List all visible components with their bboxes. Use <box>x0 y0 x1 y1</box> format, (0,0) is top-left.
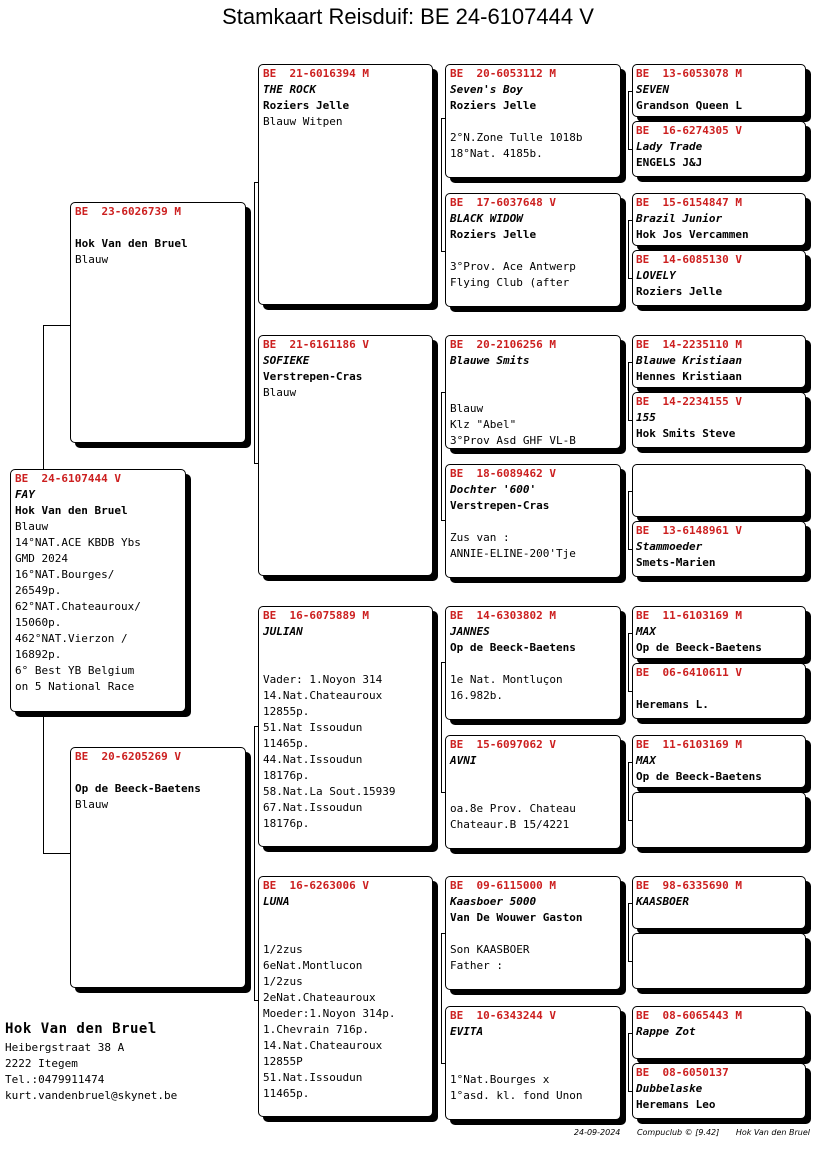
owner-name: ENGELS J&J <box>636 156 703 169</box>
connector-line <box>43 853 70 854</box>
owner-name <box>636 826 801 842</box>
note-line: 18176p. <box>263 769 310 782</box>
ring-number: BE 16-6075889 M <box>263 609 369 622</box>
connector-line <box>628 762 629 820</box>
card-great-great-grandparent[interactable] <box>632 392 806 448</box>
card-great-great-grandparent[interactable] <box>632 464 806 517</box>
card-great-grandparent[interactable] <box>445 735 621 849</box>
pigeon-name: FAY <box>15 488 35 501</box>
note-line: 14°NAT.ACE KBDB Ybs <box>15 536 141 549</box>
card-grandparent[interactable] <box>258 335 433 576</box>
ring-number: BE 09-6115000 M <box>450 879 556 892</box>
ring-number: BE 21-6016394 M <box>263 67 369 80</box>
ring-number: BE 10-6343244 V <box>450 1009 556 1022</box>
owner-name: Op de Beeck-Baetens <box>75 782 201 795</box>
note-line: Blauw <box>263 386 297 399</box>
note-line: Blauw <box>15 520 49 533</box>
note-line: 67.Nat.Issoudun <box>263 801 363 814</box>
pigeon-name: Seven's Boy <box>450 83 523 96</box>
ring-number <box>636 466 801 482</box>
note-line: Blauw <box>450 402 484 415</box>
note-line: 15060p. <box>15 616 62 629</box>
pigeon-name <box>75 220 241 236</box>
breeder-email: kurt.vandenbruel@skynet.be <box>5 1089 178 1102</box>
ring-number: BE 23-6026739 M <box>75 205 181 218</box>
pigeon-name: SOFIEKE <box>263 354 310 367</box>
card-mother[interactable] <box>70 747 246 988</box>
ring-number: BE 20-6205269 V <box>75 750 181 763</box>
ring-number: BE 98-6335690 M <box>636 879 742 892</box>
connector-line <box>628 91 629 149</box>
ring-number: BE 06-6410611 V <box>636 666 742 679</box>
note-line: 14.Nat.Chateauroux <box>263 1039 383 1052</box>
footer-date: 24-09-2024 <box>573 1128 621 1137</box>
note-line: 1/2zus <box>263 975 303 988</box>
pigeon-name: Brazil Junior <box>636 212 723 225</box>
ring-number: BE 20-6053112 M <box>450 67 556 80</box>
card-great-great-grandparent[interactable] <box>632 606 806 659</box>
pigeon-name: EVITA <box>450 1025 484 1038</box>
note-line: 44.Nat.Issoudun <box>263 753 363 766</box>
owner-name: Roziers Jelle <box>636 285 723 298</box>
pigeon-name: KAASBOER <box>636 895 689 908</box>
owner-name: Op de Beeck-Baetens <box>450 641 576 654</box>
pigeon-name: AVNI <box>450 754 477 767</box>
note-line: Chateaur.B 15/4221 <box>450 818 570 831</box>
card-great-great-grandparent[interactable] <box>632 250 806 306</box>
card-great-great-grandparent[interactable] <box>632 933 806 989</box>
connector-line <box>43 325 44 469</box>
ring-number: BE 16-6274305 V <box>636 124 742 137</box>
ring-number: BE 11-6103169 M <box>636 738 742 751</box>
breeder-name: Hok Van den Bruel <box>5 1021 157 1037</box>
note-line: Blauw <box>75 253 109 266</box>
ring-number: BE 18-6089462 V <box>450 467 556 480</box>
ring-number: BE 17-6037648 V <box>450 196 556 209</box>
note-line: Blauw <box>75 798 109 811</box>
note-line: 1°asd. kl. fond Unon <box>450 1089 583 1102</box>
note-line: 12855P <box>263 1055 303 1068</box>
pigeon-name: MAX <box>636 625 656 638</box>
note-line: 1/2zus <box>263 943 303 956</box>
pigeon-name: 155 <box>636 411 656 424</box>
owner-name: Smets-Marien <box>636 556 716 569</box>
pigeon-name: Dochter '600' <box>450 483 537 496</box>
pigeon-name <box>636 810 801 826</box>
owner-name: Roziers Jelle <box>263 99 350 112</box>
note-line: 6° Best YB Belgium <box>15 664 135 677</box>
note-line: 14.Nat.Chateauroux <box>263 689 383 702</box>
note-line: on 5 National Race <box>15 680 135 693</box>
card-great-great-grandparent[interactable] <box>632 792 806 848</box>
breeder-city: 2222 Itegem <box>5 1057 78 1070</box>
card-great-grandparent[interactable] <box>445 464 621 578</box>
card-great-grandparent[interactable] <box>445 64 621 178</box>
connector-line <box>628 903 629 961</box>
owner-name: Hok Jos Vercammen <box>636 228 749 241</box>
ring-number: BE 16-6263006 V <box>263 879 369 892</box>
note-line: 3°Prov. Ace Antwerp <box>450 260 576 273</box>
pigeon-name: Dubbelaske <box>636 1082 703 1095</box>
note-line: 2eNat.Chateauroux <box>263 991 376 1004</box>
owner-name: Hok Van den Bruel <box>15 504 128 517</box>
card-great-great-grandparent[interactable] <box>632 335 806 388</box>
owner-name: Hennes Kristiaan <box>636 370 742 383</box>
connector-line <box>628 220 629 278</box>
connector-line <box>254 182 255 463</box>
note-line: 18°Nat. 4185b. <box>450 147 543 160</box>
pigeon-name <box>636 482 801 498</box>
card-great-great-grandparent[interactable] <box>632 121 806 177</box>
connector-line <box>43 325 70 326</box>
note-line: Son KAASBOER <box>450 943 530 956</box>
ring-number <box>636 935 801 951</box>
connector-line <box>254 726 255 1000</box>
owner-name <box>636 498 801 514</box>
owner-name: Verstrepen-Cras <box>450 499 550 512</box>
breeder-phone: Tel.:0479911474 <box>5 1073 105 1086</box>
ring-number: BE 14-6303802 M <box>450 609 556 622</box>
note-line: Klz "Abel" <box>450 418 517 431</box>
note-line: 3°Prov Asd GHF VL-B <box>450 434 576 447</box>
note-line: Father : <box>450 959 503 972</box>
connector-line <box>441 933 442 1063</box>
ring-number: BE 15-6154847 M <box>636 196 742 209</box>
note-line: oa.8e Prov. Chateau <box>450 802 576 815</box>
footer-owner: Hok Van den Bruel <box>735 1128 810 1137</box>
note-line: 62°NAT.Chateauroux/ <box>15 600 141 613</box>
note-line: 1e Nat. Montluçon <box>450 673 563 686</box>
note-line: 18176p. <box>263 817 310 830</box>
note-line: 51.Nat Issoudun <box>263 721 363 734</box>
ring-number: BE 08-6065443 M <box>636 1009 742 1022</box>
connector-line <box>43 712 44 853</box>
connector-line <box>628 633 629 691</box>
connector-line <box>441 118 442 251</box>
ring-number: BE 14-2235110 M <box>636 338 742 351</box>
pigeon-name: LUNA <box>263 895 290 908</box>
note-line: 16°NAT.Bourges/ <box>15 568 115 581</box>
ring-number: BE 13-6053078 M <box>636 67 742 80</box>
ring-number <box>636 794 801 810</box>
owner-name: Grandson Queen L <box>636 99 742 112</box>
pigeon-name: JANNES <box>450 625 490 638</box>
owner-name <box>450 1040 616 1056</box>
ring-number: BE 21-6161186 V <box>263 338 369 351</box>
connector-line <box>628 491 629 549</box>
note-line: ANNIE-ELINE-200'Tje <box>450 547 576 560</box>
note-line: Blauw Witpen <box>263 115 343 128</box>
connector-line <box>628 362 629 420</box>
breeder-info <box>5 1018 177 1104</box>
card-great-great-grandparent[interactable] <box>632 876 806 929</box>
pigeon-name: Blauwe Smits <box>450 354 530 367</box>
owner-name <box>636 910 801 926</box>
pigeon-name: LOVELY <box>636 269 676 282</box>
owner-name: Heremans L. <box>636 698 709 711</box>
card-grandparent[interactable] <box>258 606 433 847</box>
owner-name <box>450 769 616 785</box>
owner-name <box>636 967 801 983</box>
owner-name: Op de Beeck-Baetens <box>636 641 762 654</box>
card-subject[interactable] <box>10 469 186 712</box>
note-line: 11465p. <box>263 737 310 750</box>
owner-name <box>636 1040 801 1056</box>
owner-name <box>263 640 428 656</box>
card-great-great-grandparent[interactable] <box>632 64 806 117</box>
card-great-great-grandparent[interactable] <box>632 735 806 788</box>
note-line: GMD 2024 <box>15 552 68 565</box>
note-line: 1°Nat.Bourges x <box>450 1073 550 1086</box>
breeder-street: Heibergstraat 38 A <box>5 1041 125 1054</box>
page-title: Stamkaart Reisduif: BE 24-6107444 V <box>222 4 594 29</box>
pigeon-name: BLACK WIDOW <box>450 212 523 225</box>
connector-line <box>628 1033 629 1091</box>
note-line: 58.Nat.La Sout.15939 <box>263 785 396 798</box>
note-line: 16892p. <box>15 648 62 661</box>
ring-number: BE 11-6103169 M <box>636 609 742 622</box>
ring-number: BE 24-6107444 V <box>15 472 121 485</box>
note-line: 6eNat.Montlucon <box>263 959 363 972</box>
ring-number: BE 13-6148961 V <box>636 524 742 537</box>
card-great-great-grandparent[interactable] <box>632 1006 806 1059</box>
owner-name: Op de Beeck-Baetens <box>636 770 762 783</box>
pigeon-name: MAX <box>636 754 656 767</box>
card-great-great-grandparent[interactable] <box>632 1063 806 1119</box>
note-line: 16.982b. <box>450 689 503 702</box>
pigeon-name: JULIAN <box>263 625 303 638</box>
owner-name: Verstrepen-Cras <box>263 370 363 383</box>
owner-name: Heremans Leo <box>636 1098 716 1111</box>
note-line: 462°NAT.Vierzon / <box>15 632 128 645</box>
ring-number: BE 15-6097062 V <box>450 738 556 751</box>
pigeon-name <box>636 951 801 967</box>
card-great-great-grandparent[interactable] <box>632 521 806 577</box>
card-grandparent[interactable] <box>258 876 433 1117</box>
owner-name: Hok Smits Steve <box>636 427 736 440</box>
owner-name <box>450 369 616 385</box>
connector-line <box>441 662 442 792</box>
pigeon-name <box>75 765 241 781</box>
pigeon-name: Kaasboer 5000 <box>450 895 537 908</box>
card-father[interactable] <box>70 202 246 443</box>
footer-software: Compuclub © [9.42] <box>636 1128 720 1137</box>
note-line: 2°N.Zone Tulle 1018b <box>450 131 583 144</box>
connector-line <box>441 392 442 520</box>
footer <box>560 1128 810 1137</box>
ring-number: BE 14-6085130 V <box>636 253 742 266</box>
card-great-grandparent[interactable] <box>445 1006 621 1120</box>
card-great-grandparent[interactable] <box>445 606 621 720</box>
ring-number: BE 14-2234155 V <box>636 395 742 408</box>
owner-name: Hok Van den Bruel <box>75 237 188 250</box>
note-line: 1.Chevrain 716p. <box>263 1023 369 1036</box>
ring-number: BE 20-2106256 M <box>450 338 556 351</box>
pigeon-name: Rappe Zot <box>636 1025 696 1038</box>
note-line: 11465p. <box>263 1087 310 1100</box>
note-line: 12855p. <box>263 705 310 718</box>
pigeon-name: THE ROCK <box>263 83 316 96</box>
note-line: Zus van : <box>450 531 510 544</box>
card-great-grandparent[interactable] <box>445 876 621 990</box>
note-line: Moeder:1.Noyon 314p. <box>263 1007 396 1020</box>
card-grandparent[interactable] <box>258 64 433 305</box>
card-great-grandparent[interactable] <box>445 335 621 449</box>
owner-name: Van De Wouwer Gaston <box>450 911 583 924</box>
note-line: 26549p. <box>15 584 62 597</box>
owner-name <box>263 910 428 926</box>
ring-number: BE 08-6050137 <box>636 1066 729 1079</box>
card-great-grandparent[interactable] <box>445 193 621 307</box>
owner-name: Roziers Jelle <box>450 228 537 241</box>
pigeon-name: Stammoeder <box>636 540 703 553</box>
card-great-great-grandparent[interactable] <box>632 663 806 719</box>
note-line: Flying Club (after <box>450 276 570 289</box>
note-line: Vader: 1.Noyon 314 <box>263 673 383 686</box>
pigeon-name: Lady Trade <box>636 140 703 153</box>
pigeon-name: Blauwe Kristiaan <box>636 354 742 367</box>
pigeon-name: SEVEN <box>636 83 670 96</box>
owner-name: Roziers Jelle <box>450 99 537 112</box>
card-great-great-grandparent[interactable] <box>632 193 806 246</box>
note-line: 51.Nat.Issoudun <box>263 1071 363 1084</box>
pigeon-name <box>636 681 801 697</box>
